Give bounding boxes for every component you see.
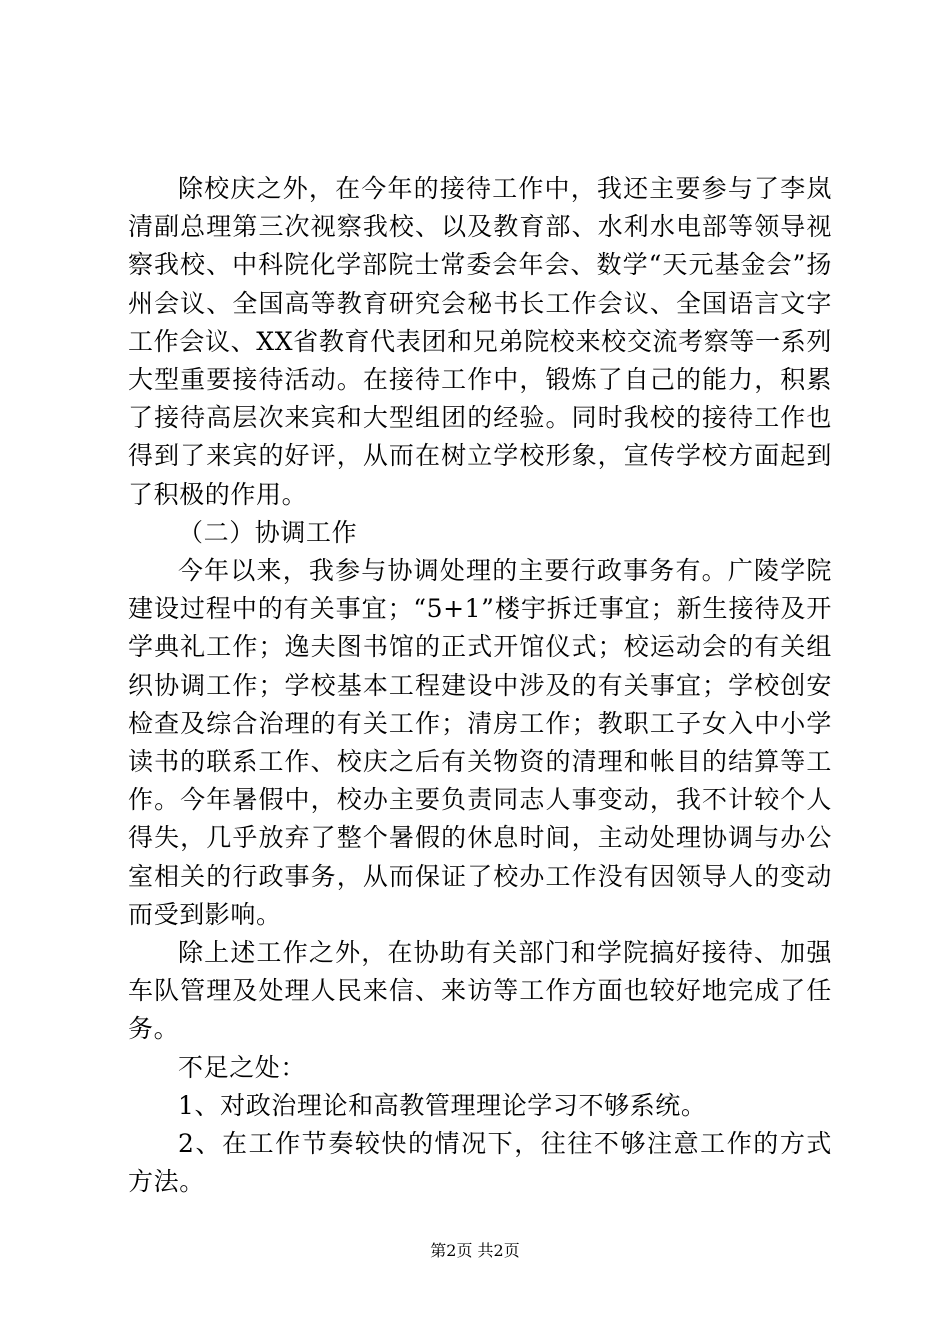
paragraph-reception: 除校庆之外，在今年的接待工作中，我还主要参与了李岚清副总理第三次视察我校、以及教育部、水利水电部等领导视察我校、中科院化学部院士常委会年会、数学“天元基金会”扬州会议、全国高等教育研究会秘书长工作会议、全国语言文字工作会议、XX省教育代表团和兄弟院校来校交流考察等一系列大型重要接待活动。在接待工作中，锻炼了自己的能力，积累了接待高层次来宾和大型组团的经验。同时我校的接待工作也得到了来宾的好评，从而在树立学校形象，宣传学校方面起到了积极的作用。 [128,174,832,509]
shortcomings-heading: 不足之处： [178,1052,307,1082]
section-heading-coordination: （二）协调工作 [178,517,358,547]
shortcoming-item-2: 2、在工作节奏较快的情况下，往往不够注意工作的方式方法。 [128,1129,832,1197]
shortcoming-item-1: 1、对政治理论和高教管理理论学习不够系统。 [178,1090,707,1120]
paragraph-other-work: 除上述工作之外，在协助有关部门和学院搞好接待、加强车队管理及处理人民来信、来访等工作方面也较好地完成了任务。 [128,938,832,1044]
paragraph-coordination: 今年以来，我参与协调处理的主要行政事务有。广陵学院建设过程中的有关事宜；“5+1”楼宇拆迁事宜；新生接待及开学典礼工作；逸夫图书馆的正式开馆仪式；校运动会的有关组织协调工作；学校基本工程建设中涉及的有关事宜；学校创安检查及综合治理的有关工作；清房工作；教职工子女入中小学读书的联系工作、校庆之后有关物资的清理和帐目的结算等工作。今年暑假中，校办主要负责同志人事变动，我不计较个人得失，几乎放弃了整个暑假的休息时间，主动处理协调与办公室相关的行政事务，从而保证了校办工作没有因领导人的变动而受到影响。 [128,556,832,929]
page-footer: 第2页 共2页 [430,1241,520,1260]
document-body [128,170,832,1201]
